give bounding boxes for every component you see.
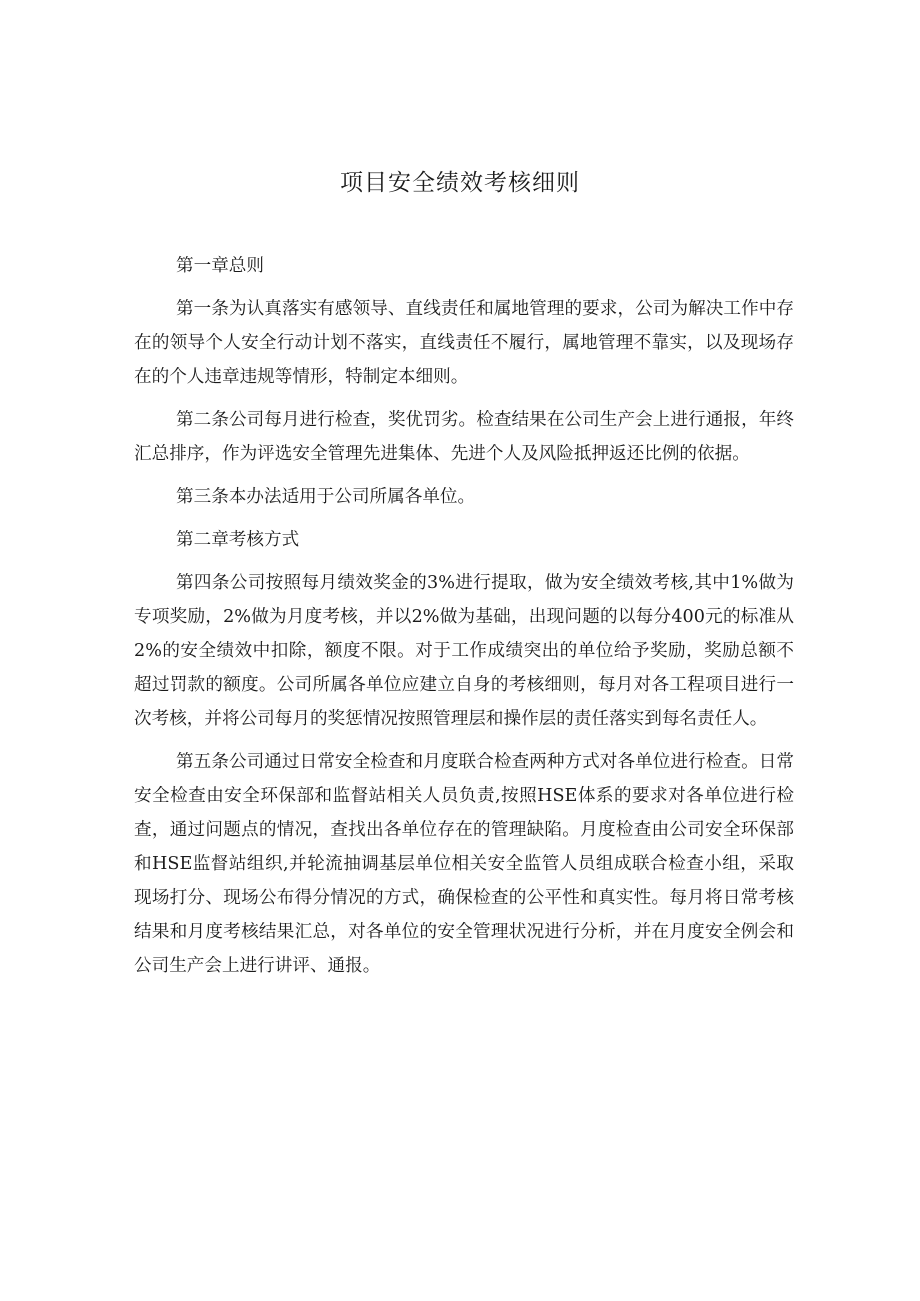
article-5: 第五条公司通过日常安全检查和月度联合检查两种方式对各单位进行检查。日常安全检查由安全环保部和监督站相关人员负责,按照HSE体系的要求对各单位进行检查，通过问题点的情况，查找出各单位存在的管理缺陷。月度检查由公司安全环保部和HSE监督站组织,并轮流抽调基层单位相关安全监管人员组成联合检查小组，采取现场打分、现场公布得分情况的方式，确保检查的公平性和真实性。每月将日常考核结果和月度考核结果汇总，对各单位的安全管理状况进行分析，并在月度安全例会和公司生产会上进行讲评、通报。	[134, 752, 794, 976]
document-body	[134, 249, 794, 992]
article-3: 第三条本办法适用于公司所属各单位。	[176, 487, 476, 507]
chapter-heading-2: 第二章考核方式	[176, 530, 300, 550]
article-1: 第一条为认真落实有感领导、直线责任和属地管理的要求，公司为解决工作中存在的领导个人安全行动计划不落实，直线责任不履行，属地管理不靠实，以及现场存在的个人违章违规等情形，特制定本细则。	[134, 299, 794, 387]
document-title: 项目安全绩效考核细则	[340, 170, 580, 196]
chapter-heading-1: 第一章总则	[176, 256, 264, 276]
article-4: 第四条公司按照每月绩效奖金的3%进行提取，做为安全绩效考核,其中1%做为专项奖励，2%做为月度考核，并以2%做为基础，出现问题的以每分400元的标准从2%的安全绩效中扣除，额度不限。对于工作成绩突出的单位给予奖励，奖励总额不超过罚款的额度。公司所属各单位应建立自身的考核细则，每月对各工程项目进行一次考核，并将公司每月的奖惩情况按照管理层和操作层的责任落实到每名责任人。	[134, 573, 794, 729]
article-2: 第二条公司每月进行检查，奖优罚劣。检查结果在公司生产会上进行通报，年终汇总排序，作为评选安全管理先进集体、先进个人及风险抵押返还比例的依据。	[134, 410, 794, 464]
